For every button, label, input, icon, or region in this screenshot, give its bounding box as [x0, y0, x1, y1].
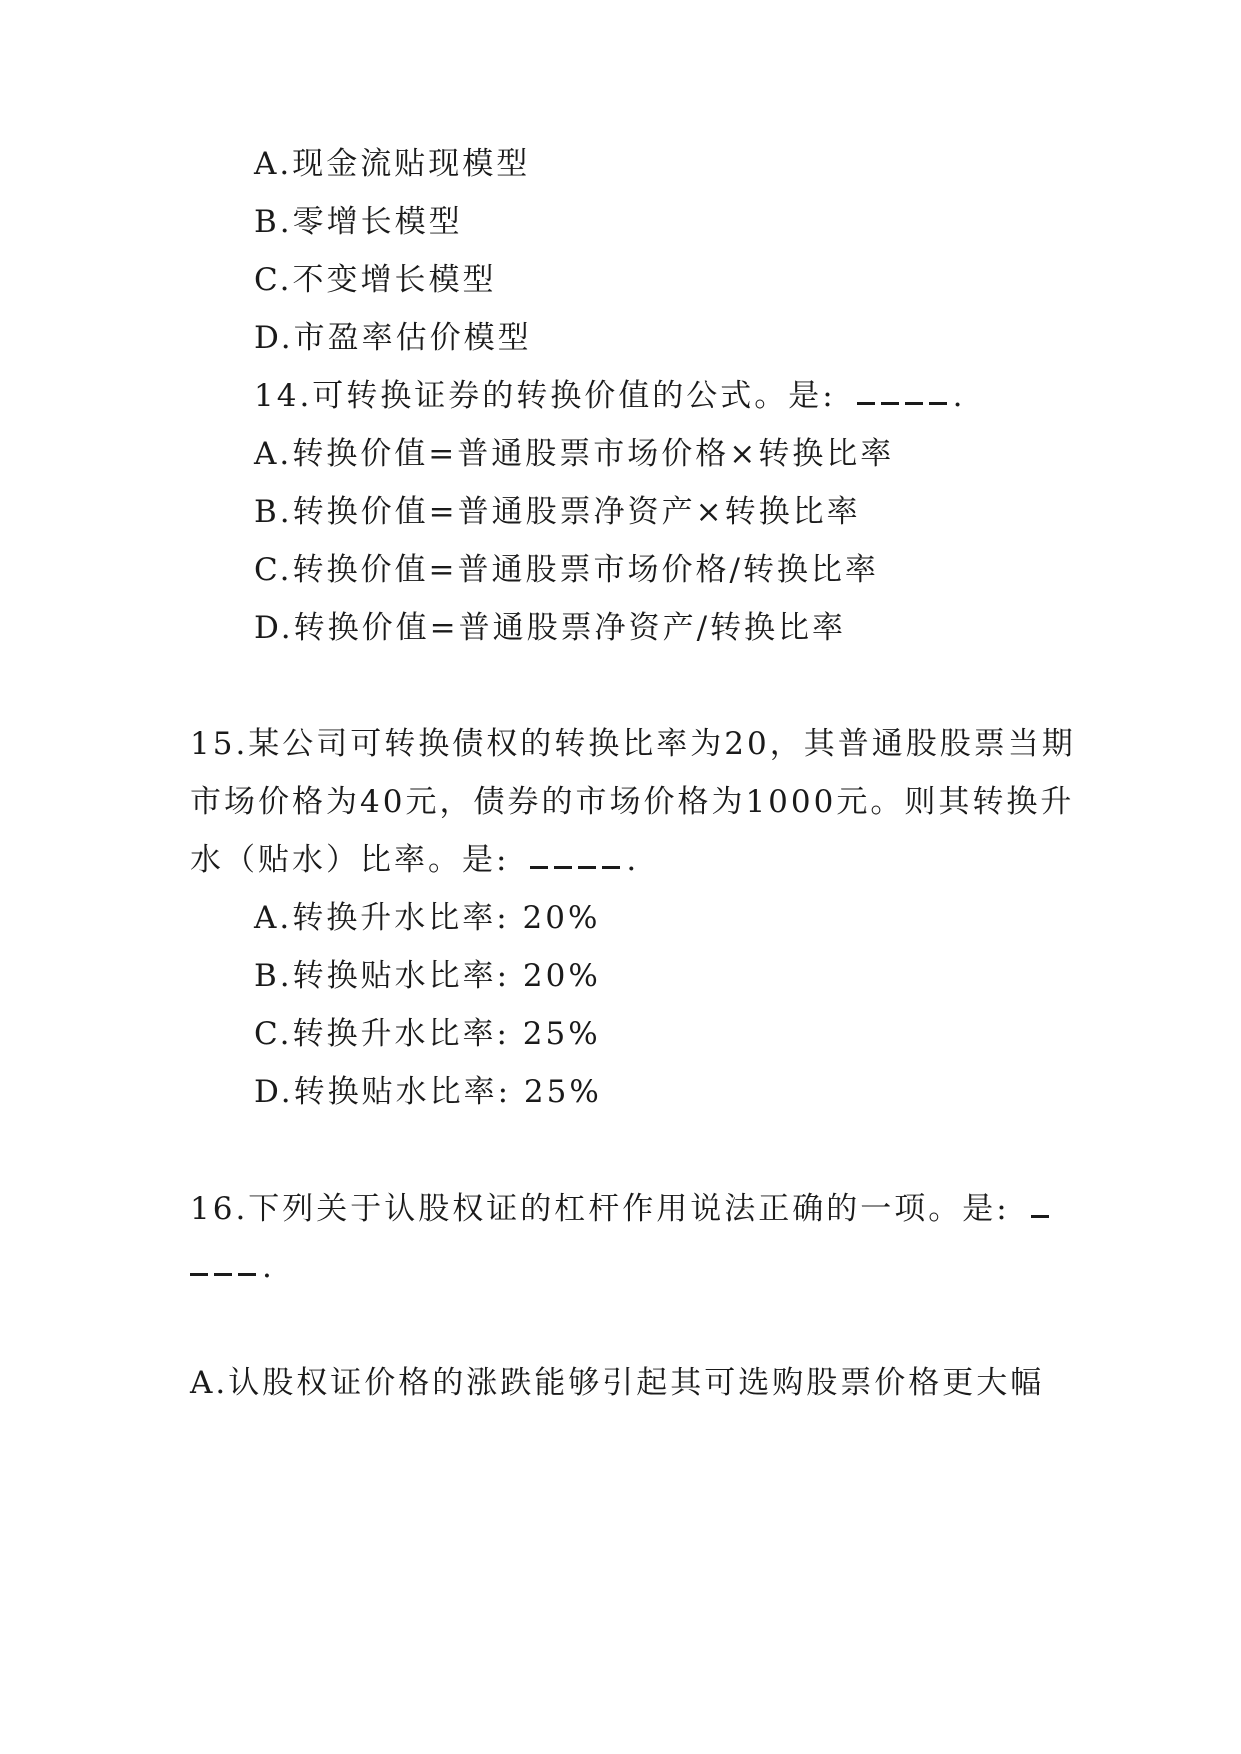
q16-stem — [190, 1189, 1055, 1229]
q13-option-a: A.现金流贴现模型 — [254, 146, 531, 182]
q16-option-a: A.认股权证价格的涨跌能够引起其可选购股票价格更大幅 — [190, 1365, 1045, 1401]
answer-blank: . — [530, 840, 636, 880]
q15-stem-line-3 — [190, 840, 636, 880]
answer-blank-end: . — [190, 1247, 272, 1287]
q14-stem-text: 14.可转换证券的转换价值的公式。是: — [254, 378, 836, 414]
q14-option-a: A.转换价值=普通股票市场价格×转换比率 — [254, 436, 895, 472]
q14-stem — [254, 376, 962, 416]
q14-option-c: C.转换价值=普通股票市场价格/转换比率 — [254, 552, 879, 588]
q15-stem-line-1: 15.某公司可转换债权的转换比率为20，其普通股股票当期 — [190, 726, 1076, 762]
answer-blank: . — [857, 376, 963, 416]
q14-option-b: B.转换价值=普通股票净资产×转换比率 — [254, 494, 861, 530]
q14-option-d: D.转换价值=普通股票净资产/转换比率 — [254, 610, 847, 646]
q15-option-a: A.转换升水比率: 20% — [254, 900, 601, 936]
q16-stem-text: 16.下列关于认股权证的杠杆作用说法正确的一项。是: — [190, 1191, 1010, 1227]
q15-stem-text: 水（贴水）比率。是: — [190, 842, 510, 878]
q15-option-b: B.转换贴水比率: 20% — [254, 958, 601, 994]
q15-option-c: C.转换升水比率: 25% — [254, 1016, 601, 1052]
q15-option-d: D.转换贴水比率: 25% — [254, 1074, 602, 1110]
answer-blank-start — [1031, 1189, 1055, 1229]
q15-stem-line-2: 市场价格为40元，债券的市场价格为1000元。则其转换升 — [190, 784, 1075, 820]
q13-option-c: C.不变增长模型 — [254, 262, 497, 298]
q16-stem-continuation — [190, 1247, 272, 1287]
q13-option-d: D.市盈率估价模型 — [254, 320, 532, 356]
q13-option-b: B.零增长模型 — [254, 204, 463, 240]
